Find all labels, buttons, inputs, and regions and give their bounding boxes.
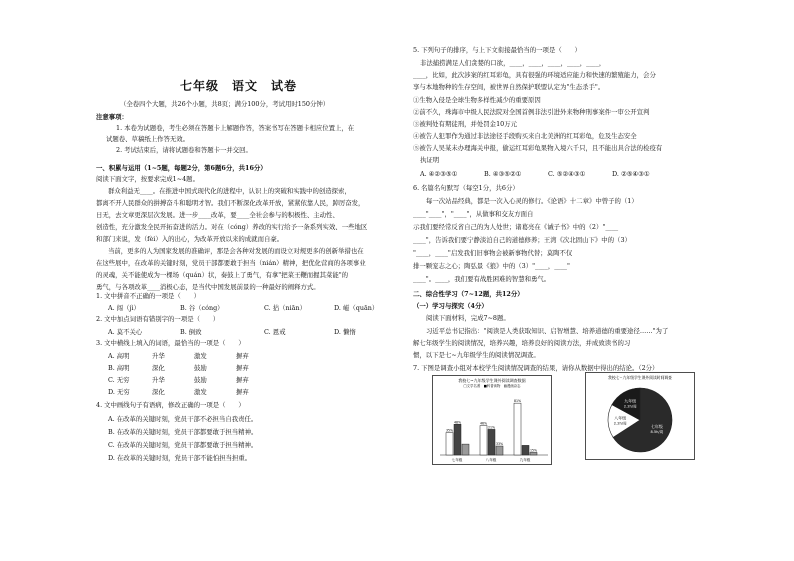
q6-line: ____"____"，"____"，从做事和交友方面自 [413, 210, 534, 218]
bar [462, 444, 469, 455]
passage-line: 群众利益无____。在推进中国式现代化的进程中，认识上的突破和实践中的创造探索， [108, 187, 351, 195]
slice-value: 8.5h/周 [650, 430, 664, 435]
note-line: 2. 考试结束后，请将试题卷和答题卡一并交回。 [116, 146, 252, 154]
bar [446, 433, 453, 455]
data-label: 46% [479, 421, 488, 426]
grid-cell: D. 无穷 [108, 388, 130, 396]
option: A. ④②③⑤① [420, 170, 458, 178]
q5-item: ④被告人犯罪作为通过非法途径手段购买来自北美洲的红耳彩龟，危及生态安全 [413, 132, 637, 140]
grid-cell: 激发 [194, 388, 207, 396]
chart-legend: □文学名著 ■科普读物 ▨漫画杂志 [463, 384, 521, 388]
option: A. 莫不关心 [108, 328, 143, 336]
chart-title: 我校七~九年级学生课外阅读时间调查 [608, 375, 672, 380]
category-label: 七年级 [451, 458, 463, 462]
option: B. 倒致 [180, 328, 202, 336]
notes-label: 注意事项： [96, 113, 128, 121]
q6-line: 示我们要经常反省自己的为人处世；诸葛亮在《诫子书》中的（2）"____ [413, 223, 619, 231]
page-title: 七年级 语文 试卷 [180, 79, 298, 93]
grid-cell: 深化 [152, 364, 165, 372]
slice-label: 七年级 [650, 424, 663, 430]
passage-line: 都离不开人民群众的拼搏奋斗和聪明才智。我们不断深化改革开放，紧紧依靠人民，踔厉奋发， [96, 199, 365, 207]
q5-line: 享与本地物种的生存空间，被世界自然保护联盟认定为"生态杀手"。 [413, 83, 605, 91]
bar [496, 446, 503, 455]
bar [480, 426, 487, 455]
grid-cell: 摒弃 [236, 388, 249, 396]
grid-cell: 升华 [152, 352, 165, 360]
grid-cell: 升华 [152, 376, 165, 384]
grid-cell: 摒弃 [236, 376, 249, 384]
bar [530, 452, 537, 455]
question-stem: 4. 文中画线句子有语病，修改正确的一项是（ ） [96, 401, 245, 409]
exam-subtitle: （全卷四个大题，共26个小题，共8页；满分100分，考试用时150分钟） [120, 100, 330, 108]
option: B. 谷（cóng） [180, 304, 224, 312]
q6-line: 排一颗宠志之心；陶弘景《狼》中的（3）"____，____" [413, 262, 570, 270]
passage-line: 创造性，充分激发全民开拓奋进的活力。对在（cóng）养改的实行给予一条系列实效、一些地区 [96, 223, 368, 231]
option: A. 在改革的关键时刻，党员干部不必担当自我责任。 [108, 415, 258, 423]
question-stem: 2. 文中加点词语有错别字的一项是（ ） [96, 315, 220, 323]
option: D. 懒惰 [334, 328, 356, 336]
grid-cell: A. 高明 [108, 352, 130, 360]
note-line: 试题卷、草稿纸上作答无效。 [106, 135, 190, 143]
option: A. 闯（jì） [108, 304, 140, 312]
grid-cell: 摒弃 [236, 352, 249, 360]
data-label: 81% [513, 399, 522, 404]
slice-label: 九年级 [624, 398, 637, 404]
grid-cell: C. 无穷 [108, 376, 130, 384]
grid-cell: 鼓励 [194, 364, 207, 372]
grid-cell: 深化 [152, 388, 165, 396]
section-heading: 二、综合性学习（7~12题，共12分） [413, 290, 524, 298]
q6-line: ____"。____，我们要有战胜困难的智慧和勇气。 [413, 275, 551, 283]
bar [454, 424, 461, 455]
q5-item: ⑤被告人吴某未办理海关申报，偷运红耳彩龟果物入境六千只，且不能出具合法的检疫有 [413, 144, 663, 152]
passage-line: 当前，更多的人为国家发展的准确评，那是会各种对发展的而设立对规更多的创新举措也在 [108, 247, 364, 255]
q5-tail: 执证明 [420, 156, 440, 164]
q6-line: ____"，告诉我们要宁静淡泊自己的道德修养；王湾《次北固山下》中的（3） [413, 236, 631, 244]
section-heading: 一、积累与运用（1~5题，每题2分，第6题6分，共16分） [96, 164, 267, 172]
passage-line: 日无，去文章更深层次发展。进一步____改革，要____全社会参与的积极性、主动性、 [96, 211, 339, 219]
grid-cell: B. 高明 [108, 364, 130, 372]
data-label: 48% [453, 420, 462, 425]
option: C. ⑤②④③① [548, 170, 586, 178]
data-label: 15% [529, 448, 538, 453]
slice-value: 2.2h/周 [613, 421, 627, 426]
q6-line: 每一次站品经典，都是一次入心灵的修行。《论语》十二章》中曾子的（1） [426, 197, 638, 205]
q5-line: ____，比如，此次涉案的红耳彩龟，具有很强的环境适应能力和快速的繁殖能力，会分 [413, 71, 656, 79]
option: D. 在改革的关键时刻，党员干部不能怕担当担重。 [108, 454, 252, 462]
sub-heading: （一）学习与探究（4分） [413, 302, 488, 310]
bar [488, 429, 495, 455]
q5-item: ②前不久，珠海市中级人民法院对全国首例非法引进外来物种刑事案件一审公开宣判 [413, 108, 650, 116]
passage-line: 和部门来说，发（fèi）入的出心，为改革开放以来的成就而自豪。 [96, 235, 284, 243]
grid-cell: 激发 [194, 352, 207, 360]
section-intro: 阅读下面文字，按要求完成1~4题。 [96, 175, 199, 183]
option: C. 拈（niān） [264, 304, 306, 312]
data-label: 33% [495, 442, 504, 447]
option: C. 恩戒 [264, 328, 286, 336]
question-stem: 6. 名篇名句默写（每空1分，共6分） [413, 184, 519, 192]
slice-label: 八年级 [614, 415, 627, 421]
option: B. ④③⑤②① [484, 170, 522, 178]
pie-chart [585, 372, 695, 460]
question-stem: 1. 文中拼音不正确的一项是（ ） [96, 292, 200, 300]
option: D. 嵫（quān） [334, 304, 379, 312]
q6-line: "____，____"启发我们旧事物会被新事物代替；莫陶不仅 [413, 249, 573, 257]
bar [514, 403, 521, 455]
bar-chart [432, 375, 552, 465]
note-line: 1. 本卷为试题卷，考生必须在答题卡上解题作答，答案书写在答题卡相应位置上，在 [116, 124, 355, 132]
passage-line: 在这些展中，在改革的关键时刻，党员干部都要敢于担当（nián）精神，把优化营商的各项事业 [96, 259, 366, 267]
option: B. 在改革的关键时刻，党员干部都要敢于担当精神。 [108, 428, 258, 436]
category-label: 八年级 [485, 458, 497, 462]
section-intro: 阅读下面材料，完成7~8题。 [426, 314, 510, 322]
option: D. ②⑤④③① [612, 170, 650, 178]
bar [522, 445, 529, 455]
passage-line: 勇气，与各项改革____消极心态，是当代中国发展前景的一种最好的阐释方式。 [96, 283, 320, 291]
question-stem: 7. 下图是调查小组对本校学生阅读情况调查的结果，请你从数据中得出的结论。（2分） [413, 364, 659, 372]
data-label: 35% [445, 428, 454, 433]
chart-title: 我校七~九年级学生课外阅读调查数据 [458, 378, 526, 383]
passage-line: 的灵魂，关不能使成为一棵场（quán）状，奏鼓上了勇气，有拿"把菜王鞭而握其菜能"的 [96, 271, 349, 279]
grid-cell: 鼓励 [194, 376, 207, 384]
question-stem: 3. 文中横线上填入的词语，最恰当的一项是（ ） [96, 339, 245, 347]
q5-line: 非法捕捞满足人们贪婪的口欲，____，____，____，____，____， [420, 59, 606, 67]
material-line: 习近平总书记指出："阅读是人类获取知识、启智增慧、培养道德的重要途径……"为了 [426, 327, 669, 335]
option: C. 在改革的关键时刻，党员干部都要敢于担当精神。 [108, 441, 258, 449]
material-line: 解七年级学生的阅读情况，培养兴趣，培养良好的阅读方法，并成致读书的习 [413, 339, 631, 347]
grid-cell: 摒弃 [236, 364, 249, 372]
q5-item: ①生物入侵是全球生物多样性减少的重要原因 [413, 96, 541, 104]
question-stem: 5. 下列句子的排序，与上下文衔接最恰当的一项是（ ） [413, 46, 581, 54]
data-label: 21% [487, 425, 496, 430]
material-line: 惯，以下是七~九年级学生的阅读情况调查。 [413, 351, 540, 359]
category-label: 九年级 [519, 458, 531, 462]
q5-item: ③被判处有期徒刑，并处罚金10万元 [413, 120, 517, 128]
slice-value: 2.2h/周 [623, 404, 637, 409]
